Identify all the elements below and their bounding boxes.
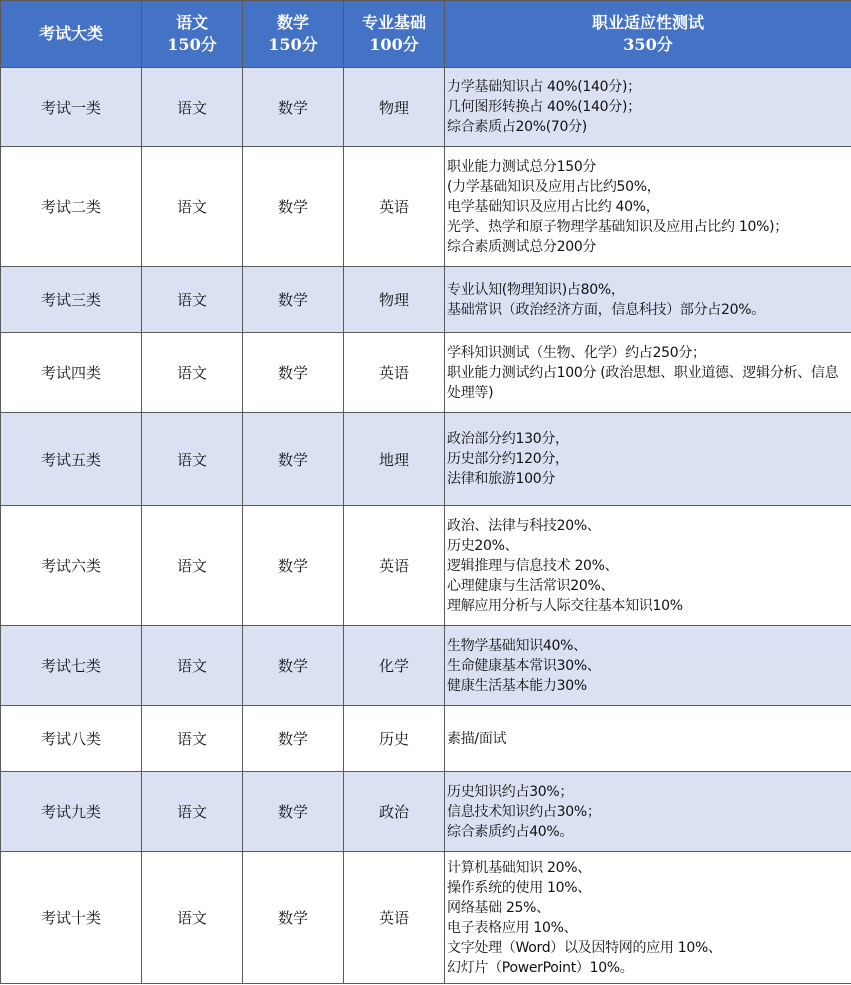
category-cell: 考试三类 — [1, 267, 142, 333]
chinese-cell: 语文 — [142, 506, 243, 626]
table-row — [1, 706, 851, 772]
chinese-cell: 语文 — [142, 147, 243, 267]
aptitude-cell — [445, 333, 851, 413]
category-cell: 考试四类 — [1, 333, 142, 413]
header-aptitude: 职业适应性测试 350分 — [445, 1, 851, 68]
professional-cell: 物理 — [344, 68, 445, 147]
professional-cell: 英语 — [344, 147, 445, 267]
professional-cell: 英语 — [344, 852, 445, 984]
chinese-cell: 语文 — [142, 267, 243, 333]
aptitude-cell — [445, 267, 851, 333]
aptitude-line: 历史知识约占30%； — [447, 783, 574, 800]
math-cell: 数学 — [243, 267, 344, 333]
header-row — [1, 1, 851, 68]
category-cell: 考试十类 — [1, 852, 142, 984]
aptitude-line: 几何图形转换占 40%(140分)； — [447, 99, 641, 115]
chinese-cell: 语文 — [142, 626, 243, 706]
aptitude-line: 逻辑推理与信息技术 20%、 — [447, 557, 619, 574]
aptitude-line: 学科知识测试（生物、化学）约占250分； — [447, 344, 706, 361]
math-cell: 数学 — [243, 506, 344, 626]
aptitude-line: 职业能力测试总分150分 — [447, 158, 597, 175]
chinese-cell: 语文 — [142, 706, 243, 772]
table-row — [1, 626, 851, 706]
aptitude-line: 生命健康基本常识30%、 — [447, 657, 601, 674]
aptitude-line: 综合素质测试总分200分 — [447, 238, 597, 255]
aptitude-line: 政治、法律与科技20%、 — [447, 517, 601, 534]
table-row — [1, 68, 851, 147]
header-chinese: 语文 150分 — [142, 1, 243, 68]
chinese-cell: 语文 — [142, 852, 243, 984]
math-cell: 数学 — [243, 706, 344, 772]
professional-cell: 物理 — [344, 267, 445, 333]
aptitude-line: 力学基础知识占 40%(140分)； — [447, 79, 641, 95]
aptitude-line: 政治部分约130分， — [447, 431, 569, 447]
aptitude-line: 电学基础知识及应用占比约 40%， — [447, 198, 660, 215]
chinese-cell: 语文 — [142, 413, 243, 506]
aptitude-line: 职业能力测试约占100分 (政治思想、职业道德、逻辑分析、信息处理等) — [447, 364, 839, 401]
aptitude-line: (力学基础知识及应用占比约50%， — [447, 178, 661, 195]
table-row — [1, 147, 851, 267]
math-cell: 数学 — [243, 147, 344, 267]
header-category: 考试大类 — [1, 1, 142, 68]
aptitude-line: 理解应用分析与人际交往基本知识10% — [447, 597, 683, 614]
aptitude-line: 文字处理（Word）以及因特网的应用 10%、 — [447, 939, 722, 956]
aptitude-cell — [445, 626, 851, 706]
table-row — [1, 333, 851, 413]
aptitude-line: 综合素质约占40%。 — [447, 823, 574, 840]
aptitude-line: 历史20%、 — [447, 537, 519, 554]
aptitude-cell — [445, 506, 851, 626]
aptitude-line: 综合素质占20%(70分) — [447, 119, 587, 135]
math-cell: 数学 — [243, 772, 344, 852]
professional-cell: 历史 — [344, 706, 445, 772]
table-row — [1, 852, 851, 984]
math-cell: 数学 — [243, 413, 344, 506]
category-cell: 考试七类 — [1, 626, 142, 706]
professional-cell: 地理 — [344, 413, 445, 506]
aptitude-line: 网络基础 25%、 — [447, 899, 550, 916]
table-row — [1, 413, 851, 506]
table-row — [1, 267, 851, 333]
category-cell: 考试一类 — [1, 68, 142, 147]
aptitude-line: 基础常识（政治经济方面，信息科技）部分占20%。 — [447, 301, 765, 318]
category-cell: 考试八类 — [1, 706, 142, 772]
aptitude-line: 法律和旅游100分 — [447, 471, 556, 487]
aptitude-line: 光学、热学和原子物理学基础知识及应用占比约 10%)； — [447, 218, 788, 235]
category-cell: 考试五类 — [1, 413, 142, 506]
chinese-cell: 语文 — [142, 68, 243, 147]
aptitude-line: 历史部分约120分， — [447, 451, 569, 467]
aptitude-cell — [445, 147, 851, 267]
professional-cell: 英语 — [344, 333, 445, 413]
math-cell: 数学 — [243, 333, 344, 413]
aptitude-line: 信息技术知识约占30%； — [447, 803, 601, 820]
header-math: 数学 150分 — [243, 1, 344, 68]
header-professional: 专业基础 100分 — [344, 1, 445, 68]
professional-cell: 化学 — [344, 626, 445, 706]
category-cell: 考试六类 — [1, 506, 142, 626]
chinese-cell: 语文 — [142, 333, 243, 413]
aptitude-line: 心理健康与生活常识20%、 — [447, 577, 615, 594]
math-cell: 数学 — [243, 626, 344, 706]
category-cell: 考试九类 — [1, 772, 142, 852]
aptitude-line: 幻灯片（PowerPoint）10%。 — [447, 959, 634, 976]
table-row — [1, 506, 851, 626]
aptitude-cell — [445, 852, 851, 984]
aptitude-line: 素描/面试 — [447, 730, 507, 747]
aptitude-line: 生物学基础知识40%、 — [447, 637, 587, 654]
table-row — [1, 772, 851, 852]
aptitude-cell — [445, 706, 851, 772]
aptitude-line: 健康生活基本能力30% — [447, 677, 587, 694]
aptitude-line: 电子表格应用 10%、 — [447, 919, 578, 936]
aptitude-line: 操作系统的使用 10%、 — [447, 879, 591, 896]
aptitude-line: 专业认知(物理知识)占80%， — [447, 281, 625, 298]
professional-cell: 英语 — [344, 506, 445, 626]
math-cell: 数学 — [243, 68, 344, 147]
aptitude-line: 计算机基础知识 20%、 — [447, 859, 591, 876]
aptitude-cell — [445, 413, 851, 506]
chinese-cell: 语文 — [142, 772, 243, 852]
math-cell: 数学 — [243, 852, 344, 984]
aptitude-cell — [445, 68, 851, 147]
professional-cell: 政治 — [344, 772, 445, 852]
category-cell: 考试二类 — [1, 147, 142, 267]
aptitude-cell — [445, 772, 851, 852]
